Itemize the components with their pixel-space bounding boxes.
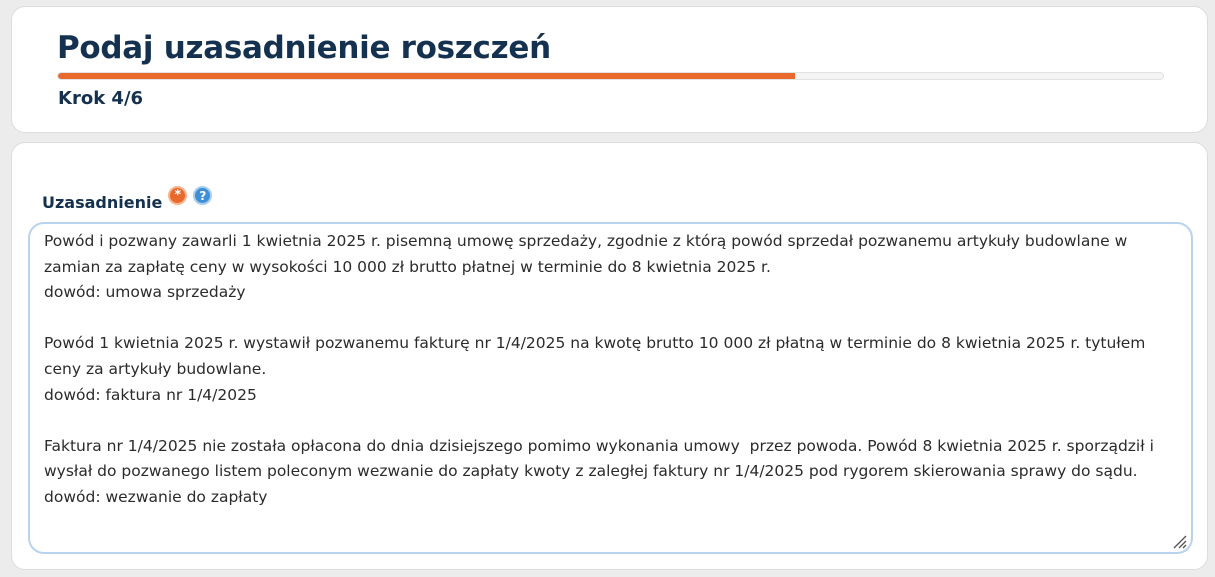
asterisk-icon: *: [168, 186, 187, 205]
page-title: Podaj uzasadnienie roszczeń: [57, 30, 551, 66]
field-label: Uzasadnienie: [42, 193, 163, 212]
field-label-row: [42, 187, 212, 213]
resize-handle-icon[interactable]: [1171, 533, 1187, 549]
form-card: [11, 142, 1208, 570]
justification-textarea[interactable]: [28, 222, 1193, 554]
header-card: [11, 6, 1208, 133]
textarea-wrapper: [28, 222, 1193, 554]
question-icon[interactable]: ?: [193, 186, 212, 205]
progress-bar: [57, 72, 1164, 80]
step-indicator: Krok 4/6: [58, 88, 144, 109]
progress-bar-fill: [58, 73, 795, 79]
